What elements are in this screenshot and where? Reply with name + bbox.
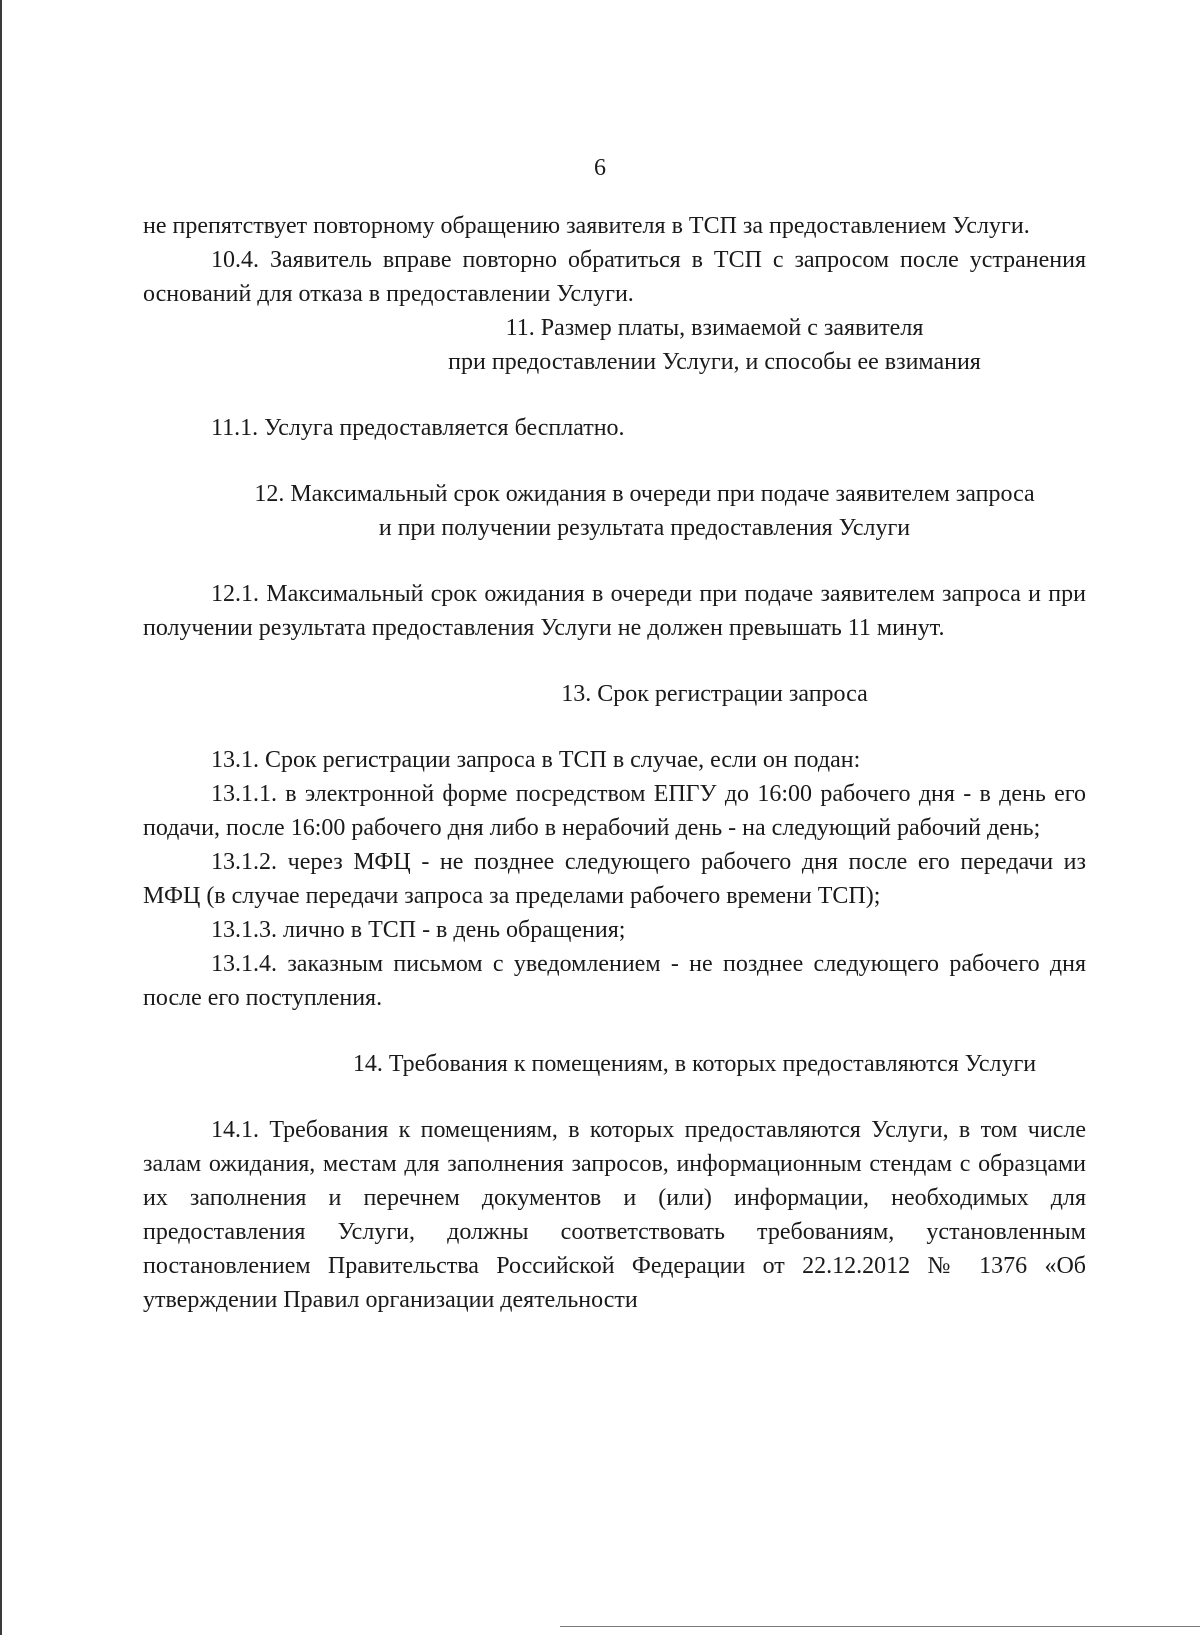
paragraph-14-1: 14.1. Требования к помещениям, в которых предоставляются Услуги, в том числе залам ожидания, местам для заполнения запросов, информационным стендам с образцами их заполнения и перечнем документов и (или) информации, необходимых для предоставления Услуги, должны соответствовать требованиям, установленным постановлением Правительства Российской Федерации от 22.12.2012 № 1376 «Об утверждении Правил организации деятельности <box>143 1117 1086 1313</box>
paragraph-13-1-4: 13.1.4. заказным письмом с уведомлением - не позднее следующего рабочего дня после его поступления. <box>143 951 1086 1011</box>
paragraph-13-1-1: 13.1.1. в электронной форме посредством ЕПГУ до 16:00 рабочего дня - в день его подачи, после 16:00 рабочего дня либо в нерабочий день - на следующий рабочий день; <box>143 781 1086 841</box>
heading-13: 13. Срок регистрации запроса <box>561 681 868 707</box>
document-body <box>143 209 1086 1317</box>
scan-bottom-edge <box>560 1626 1200 1627</box>
scan-left-edge <box>0 0 2 1635</box>
paragraph-13-1: 13.1. Срок регистрации запроса в ТСП в случае, если он подан: <box>211 747 861 773</box>
paragraph-continuation: не препятствует повторному обращению заявителя в ТСП за предоставлением Услуги. <box>143 213 1030 239</box>
paragraph-13-1-3: 13.1.3. лично в ТСП - в день обращения; <box>211 917 626 943</box>
heading-12-line2: и при получении результата предоставления Услуги <box>378 515 911 541</box>
heading-12-line1: 12. Максимальный срок ожидания в очереди при подаче заявителем запроса <box>254 481 1035 507</box>
heading-11-line2: при предоставлении Услуги, и способы ее взимания <box>448 349 981 375</box>
paragraph-11-1: 11.1. Услуга предоставляется бесплатно. <box>211 415 625 441</box>
heading-14: 14. Требования к помещениям, в которых предоставляются Услуги <box>352 1051 1037 1077</box>
page-number: 6 <box>594 155 606 181</box>
heading-11-line1: 11. Размер платы, взимаемой с заявителя <box>505 315 924 341</box>
paragraph-10-4: 10.4. Заявитель вправе повторно обратиться в ТСП с запросом после устранения оснований для отказа в предоставлении Услуги. <box>143 247 1086 307</box>
paragraph-12-1: 12.1. Максимальный срок ожидания в очереди при подаче заявителем запроса и при получении результата предоставления Услуги не должен превышать 11 минут. <box>143 581 1086 641</box>
paragraph-13-1-2: 13.1.2. через МФЦ - не позднее следующего рабочего дня после его передачи из МФЦ (в случае передачи запроса за пределами рабочего времени ТСП); <box>143 849 1086 909</box>
